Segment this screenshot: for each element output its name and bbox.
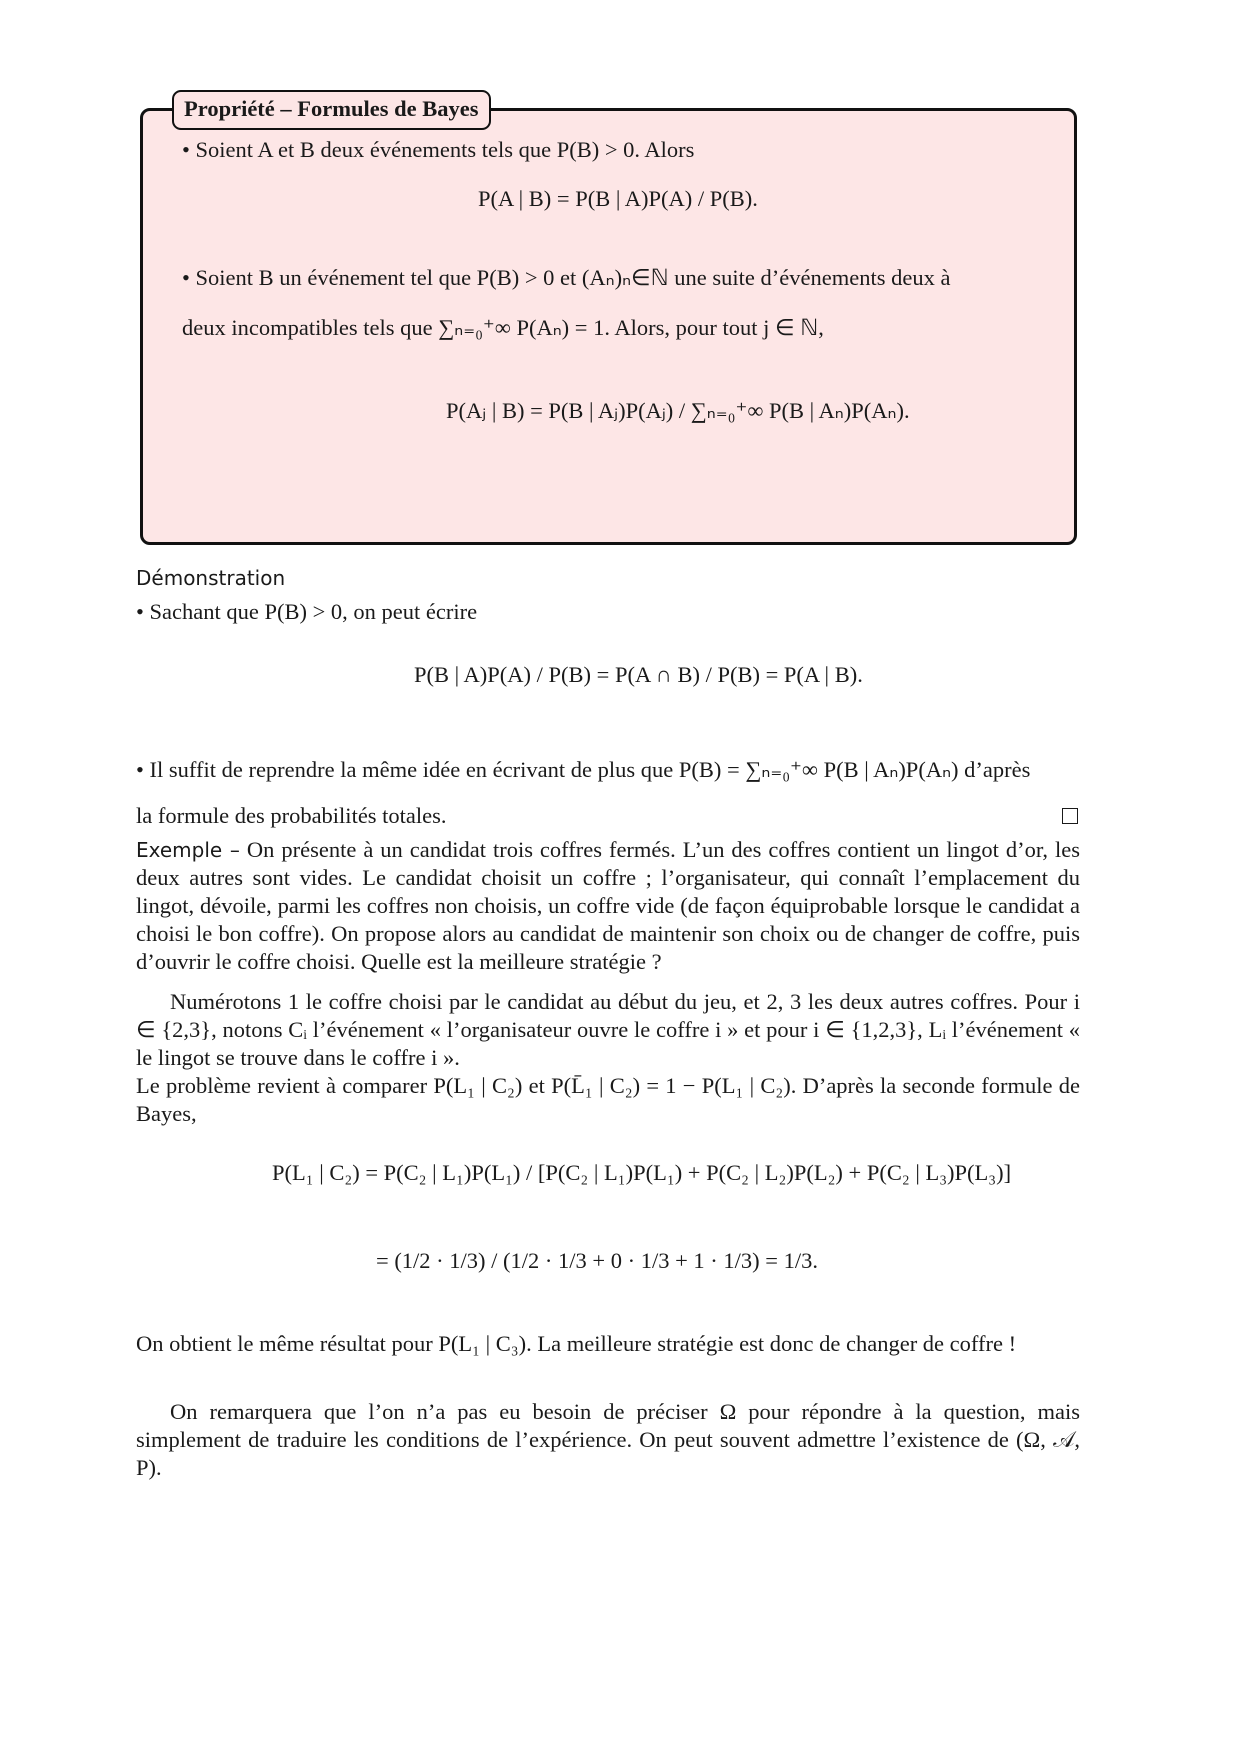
example-paragraph-3: Le problème revient à comparer P(L₁ | C₂) et P(L̄₁ | C₂) = 1 − P(L₁ | C₂). D’après la seconde formule de Bayes, xyxy=(136,1073,1080,1126)
example-paragraph-4: On obtient le même résultat pour P(L₁ | C₃). La meilleure stratégie est donc de changer de coffre ! xyxy=(136,1331,1017,1356)
example-paragraph-1 xyxy=(136,836,1080,976)
demonstration-line-3: la formule des probabilités totales. xyxy=(136,803,447,828)
example-paragraph-5: On remarquera que l’on n’a pas eu besoin de préciser Ω pour répondre à la question, mais simplement de traduire les conditions de l’expérience. On peut souvent admettre l’existence de (Ω, 𝒜, P). xyxy=(136,1399,1080,1480)
property-title: Propriété – Formules de Bayes xyxy=(172,90,491,130)
example-formula-line-1: P(L₁ | C₂) = P(C₂ | L₁)P(L₁) / [P(C₂ | L₁)P(L₁) + P(C₂ | L₂)P(L₂) + P(C₂ | L₃)P(L₃)] xyxy=(272,1160,1012,1185)
property-bullet-2-line-1: • Soient B un événement tel que P(B) > 0 et (Aₙ)ₙ∈ℕ une suite d’événements deux à xyxy=(182,265,951,290)
demonstration-formula: P(B | A)P(A) / P(B) = P(A ∩ B) / P(B) = P(A | B). xyxy=(414,662,863,687)
example-paragraph-2: Numérotons 1 le coffre choisi par le candidat au début du jeu, et 2, 3 les deux autres coffres. Pour i ∈ {2,3}, notons Cᵢ l’événement « l’organisateur ouvre le coffre i » et pour i ∈ {1,2,3}, Lᵢ l’événement « le lingot se trouve dans le coffre i ». xyxy=(136,989,1080,1070)
qed-square-icon xyxy=(1062,808,1078,828)
demonstration-line-1: • Sachant que P(B) > 0, on peut écrire xyxy=(136,599,478,624)
property-formula-2: P(Aⱼ | B) = P(B | Aⱼ)P(Aⱼ) / ∑ₙ₌₀⁺∞ P(B | Aₙ)P(Aₙ). xyxy=(446,398,910,423)
property-formula-1: P(A | B) = P(B | A)P(A) / P(B). xyxy=(478,186,758,211)
example-paragraph-1-text: On présente à un candidat trois coffres fermés. L’un des coffres contient un lingot d’or, les deux autres sont vides. Le candidat choisit un coffre ; l’organisateur, qui connaît l’emplacement du lingot, dévoile, parmi les coffres non choisis, un coffre vide (de façon équiprobable lorsque le candidat a choisi le bon coffre). On propose alors au candidat de maintenir son choix ou de changer de coffre, puis d’ouvrir le coffre choisi. Quelle est la meilleure stratégie ? xyxy=(136,837,1081,974)
demonstration-line-2: • Il suffit de reprendre la même idée en écrivant de plus que P(B) = ∑ₙ₌₀⁺∞ P(B | Aₙ)P(Aₙ) d’après xyxy=(136,757,1031,782)
property-bullet-2-line-2: deux incompatibles tels que ∑ₙ₌₀⁺∞ P(Aₙ) = 1. Alors, pour tout j ∈ ℕ, xyxy=(182,315,824,340)
demonstration-heading: Démonstration xyxy=(136,566,286,590)
property-bullet-1: • Soient A et B deux événements tels que P(B) > 0. Alors xyxy=(182,137,695,162)
example-label: Exemple – xyxy=(136,838,240,862)
example-formula-line-2: = (1/2 · 1/3) / (1/2 · 1/3 + 0 · 1/3 + 1 · 1/3) = 1/3. xyxy=(376,1248,818,1273)
